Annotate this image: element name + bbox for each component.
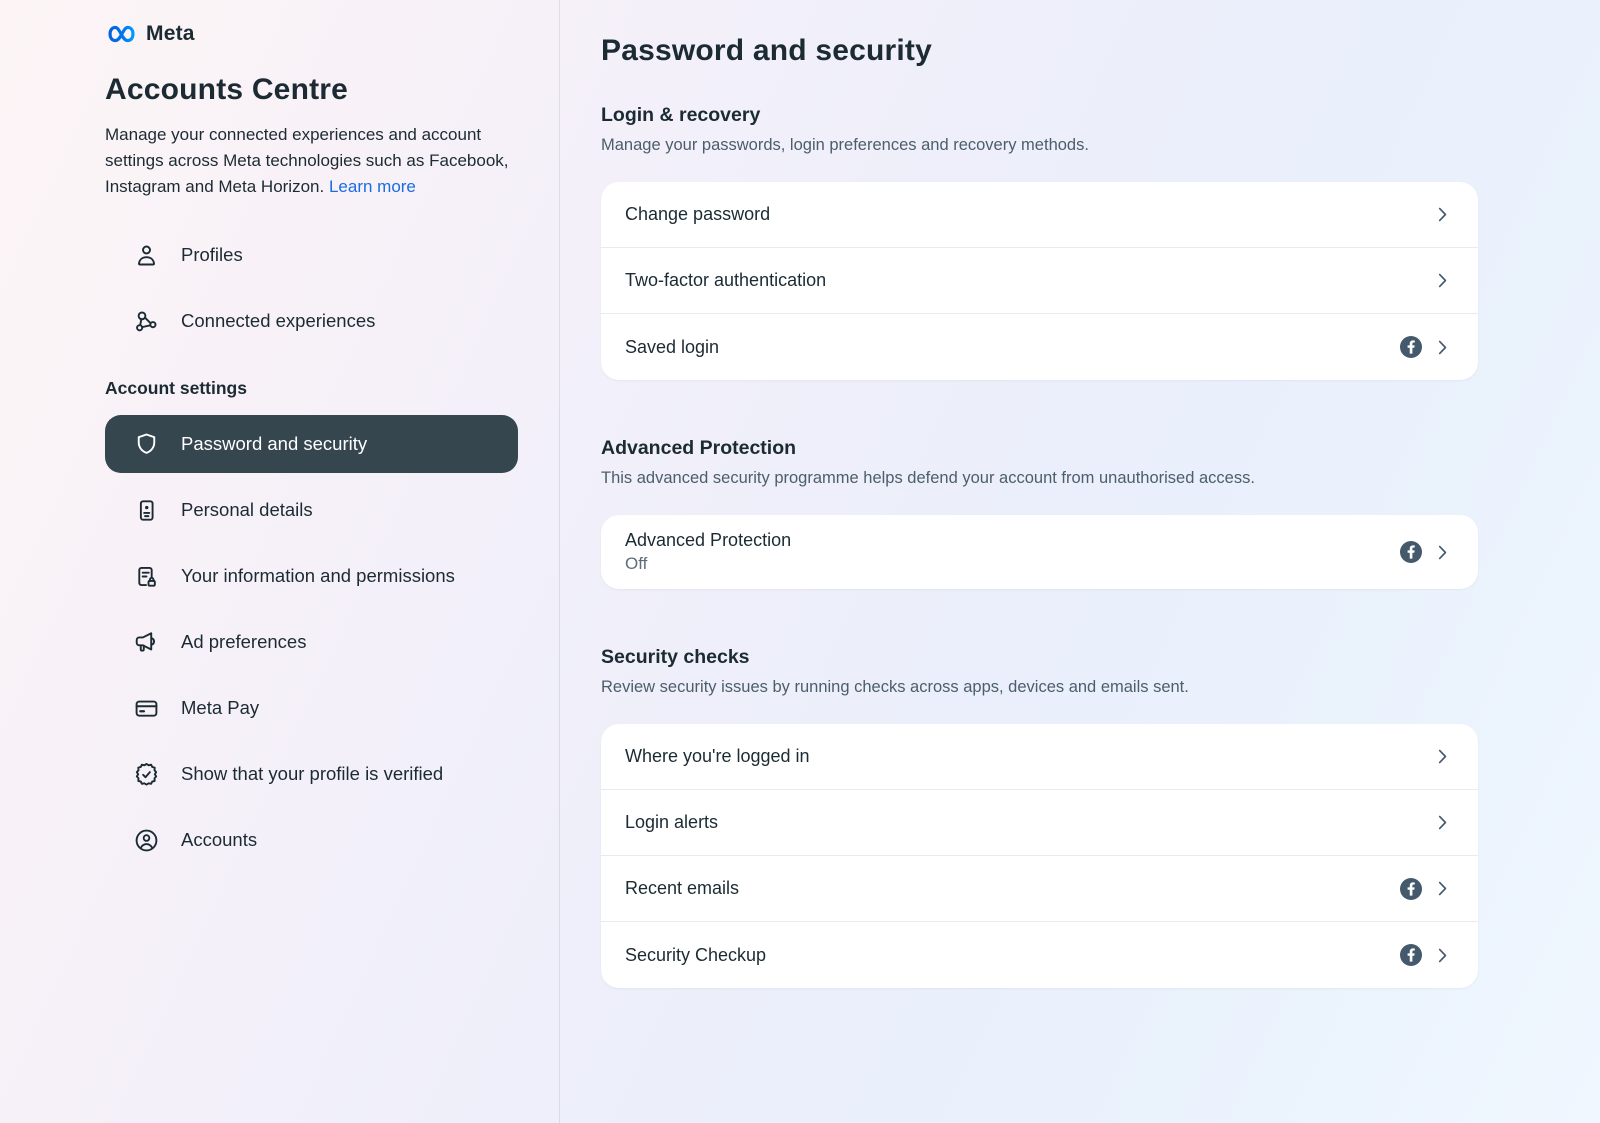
facebook-icon <box>1400 944 1422 966</box>
sidebar-description-text: Manage your connected experiences and account settings across Meta technologies such as Facebook, Instagram and Meta Horizon. <box>105 125 509 196</box>
chevron-right-icon <box>1433 543 1452 562</box>
row-label: Recent emails <box>625 878 740 898</box>
shield-icon <box>133 431 160 458</box>
sidebar <box>0 0 560 1123</box>
row-saved-login[interactable] <box>601 314 1478 380</box>
chevron-right-icon <box>1433 338 1452 357</box>
verified-badge-icon <box>133 761 160 788</box>
sidebar-item-accounts[interactable] <box>105 811 518 869</box>
account-settings-nav <box>105 415 519 869</box>
sidebar-item-ad-preferences[interactable] <box>105 613 518 671</box>
section-heading: Security checks <box>601 646 750 668</box>
accounts-centre-title: Accounts Centre <box>105 73 349 106</box>
section-security-checks <box>601 646 1478 988</box>
chevron-right-icon <box>1433 879 1452 898</box>
row-recent-emails[interactable] <box>601 856 1478 922</box>
account-circle-icon <box>133 827 160 854</box>
row-label: Where you're logged in <box>625 746 810 766</box>
sidebar-item-label: Show that your profile is verified <box>181 762 444 784</box>
row-label: Advanced Protection <box>625 530 792 550</box>
sidebar-item-label: Password and security <box>181 432 368 454</box>
sidebar-item-label: Personal details <box>181 498 313 520</box>
section-subtitle: Review security issues by running checks across apps, devices and emails sent. <box>601 678 1189 696</box>
row-label: Security Checkup <box>625 944 767 965</box>
row-label: Two-factor authentication <box>625 270 827 290</box>
section-advanced-protection <box>601 437 1478 589</box>
advanced-protection-card <box>601 515 1478 589</box>
row-change-password[interactable] <box>601 182 1478 248</box>
credit-card-icon <box>133 695 160 722</box>
sidebar-item-your-information-and-permissions[interactable] <box>105 547 518 605</box>
row-label: Change password <box>625 204 771 224</box>
facebook-icon <box>1400 541 1422 563</box>
row-login-alerts[interactable] <box>601 790 1478 856</box>
row-security-checkup[interactable] <box>601 922 1478 988</box>
account-settings-header: Account settings <box>105 378 247 398</box>
section-heading: Login & recovery <box>601 104 761 126</box>
meta-logo <box>105 22 519 46</box>
chevron-right-icon <box>1433 271 1452 290</box>
sidebar-description <box>105 122 515 200</box>
facebook-icon <box>1400 336 1422 358</box>
row-label: Saved login <box>625 336 720 357</box>
learn-more-link[interactable]: Learn more <box>328 177 416 196</box>
row-where-youre-logged-in[interactable] <box>601 724 1478 790</box>
id-card-icon <box>133 497 160 524</box>
chevron-right-icon <box>1433 813 1452 832</box>
chevron-right-icon <box>1433 747 1452 766</box>
section-subtitle: This advanced security programme helps defend your account from unauthorised access. <box>601 469 1255 487</box>
sidebar-item-show-profile-verified[interactable] <box>105 745 518 803</box>
connected-experiences-icon <box>133 308 160 335</box>
document-lock-icon <box>133 563 160 590</box>
section-subtitle: Manage your passwords, login preferences and recovery methods. <box>601 136 1089 154</box>
row-value: Off <box>625 554 648 573</box>
row-advanced-protection[interactable] <box>601 515 1478 589</box>
row-label: Login alerts <box>625 812 719 832</box>
section-login-recovery <box>601 104 1478 380</box>
sidebar-item-label: Accounts <box>181 828 258 850</box>
main-content <box>560 0 1600 1123</box>
chevron-right-icon <box>1433 946 1452 965</box>
meta-infinity-icon <box>105 22 138 46</box>
security-checks-card <box>601 724 1478 988</box>
section-heading: Advanced Protection <box>601 437 797 459</box>
sidebar-item-profiles[interactable] <box>105 226 518 284</box>
sidebar-item-personal-details[interactable] <box>105 481 518 539</box>
sidebar-item-meta-pay[interactable] <box>105 679 518 737</box>
facebook-icon <box>1400 878 1422 900</box>
login-recovery-card <box>601 182 1478 380</box>
page-title: Password and security <box>601 34 932 67</box>
meta-logo-text: Meta <box>146 22 195 45</box>
sidebar-item-label: Profiles <box>181 243 243 265</box>
sidebar-item-label: Meta Pay <box>181 696 260 718</box>
row-two-factor-authentication[interactable] <box>601 248 1478 314</box>
profile-icon <box>133 242 160 269</box>
sidebar-item-password-and-security[interactable] <box>105 415 518 473</box>
sidebar-item-label: Ad preferences <box>181 630 307 652</box>
sidebar-item-connected-experiences[interactable] <box>105 292 518 350</box>
chevron-right-icon <box>1433 205 1452 224</box>
sidebar-item-label: Connected experiences <box>181 309 376 331</box>
megaphone-icon <box>133 629 160 656</box>
sidebar-item-label: Your information and permissions <box>181 564 455 586</box>
sidebar-nav <box>105 226 519 350</box>
